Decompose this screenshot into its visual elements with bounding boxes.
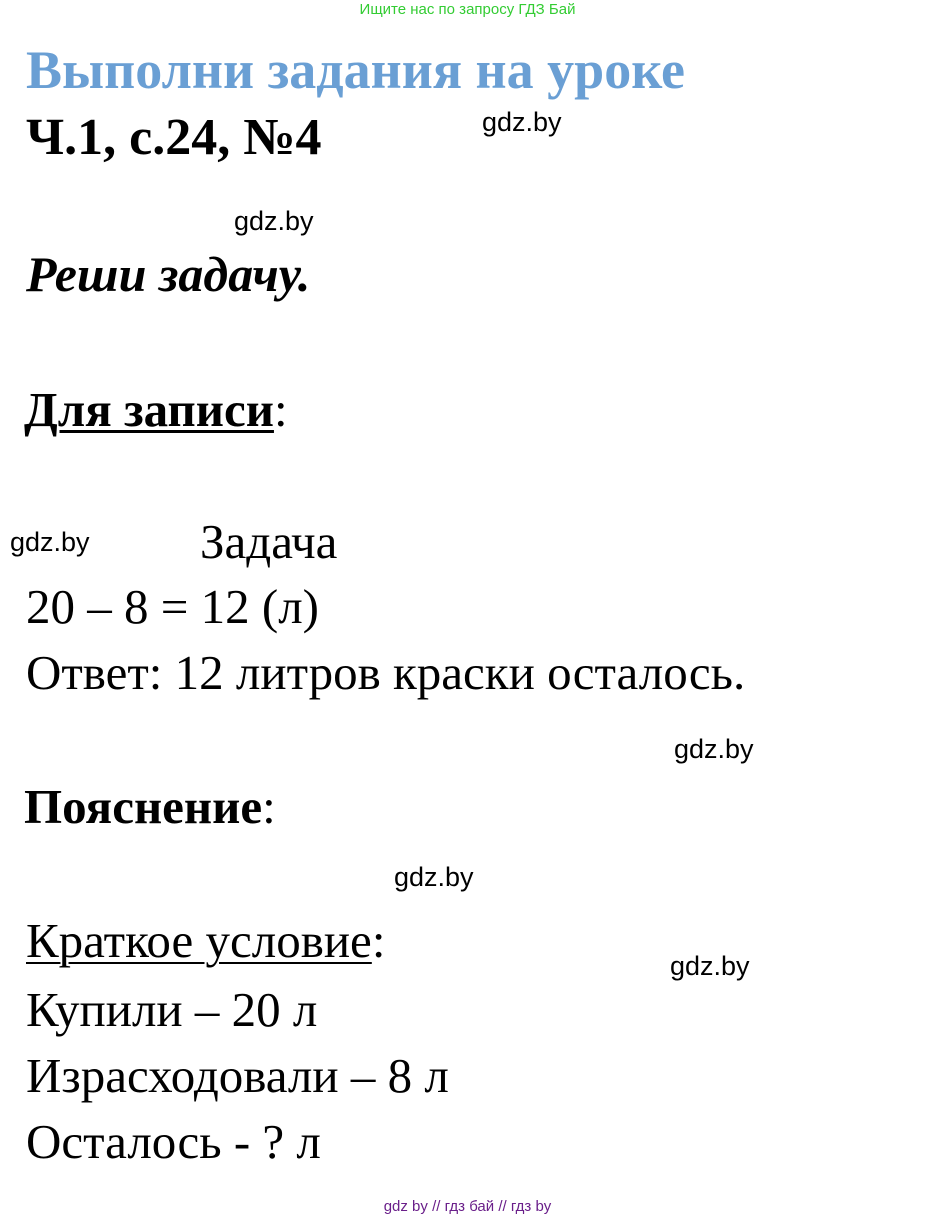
explanation-heading [24,779,276,835]
record-heading-label: Для записи [24,382,274,437]
footer-links [0,1198,935,1215]
footer-link[interactable]: gdz by [383,1198,428,1215]
record-heading [24,382,288,438]
footer-separator: // [432,1198,441,1215]
watermark: gdz.by [10,527,90,557]
task-label: Задача [200,514,338,569]
footer-separator: // [498,1198,507,1215]
answer-text: Ответ: 12 литров краски осталось. [26,645,746,700]
watermark: gdz.by [234,206,314,236]
footer-link[interactable]: гдз by [510,1198,552,1215]
short-condition-heading-label: Краткое условие [26,913,372,968]
short-condition-heading-colon: : [371,913,386,968]
condition-line: Купили – 20 л [26,982,318,1037]
task-reference: Ч.1, с.24, №4 [26,109,322,166]
page-title: Выполни задания на уроке [26,40,685,100]
watermark: gdz.by [394,862,474,892]
footer-link[interactable]: гдз бай [444,1198,495,1215]
explanation-heading-colon: : [262,779,276,834]
condition-line: Израсходовали – 8 л [26,1048,449,1103]
equation: 20 – 8 = 12 (л) [26,579,319,634]
record-heading-colon: : [273,382,288,437]
watermark: gdz.by [674,734,754,764]
watermark: gdz.by [482,107,562,137]
instruction-text: Реши задачу. [26,246,311,302]
watermark: gdz.by [670,951,750,981]
condition-line: Осталось - ? л [26,1114,321,1169]
top-banner: Ищите нас по запросу ГДЗ Бай [359,1,576,18]
explanation-heading-label: Пояснение [24,779,263,834]
short-condition-heading [26,911,385,971]
